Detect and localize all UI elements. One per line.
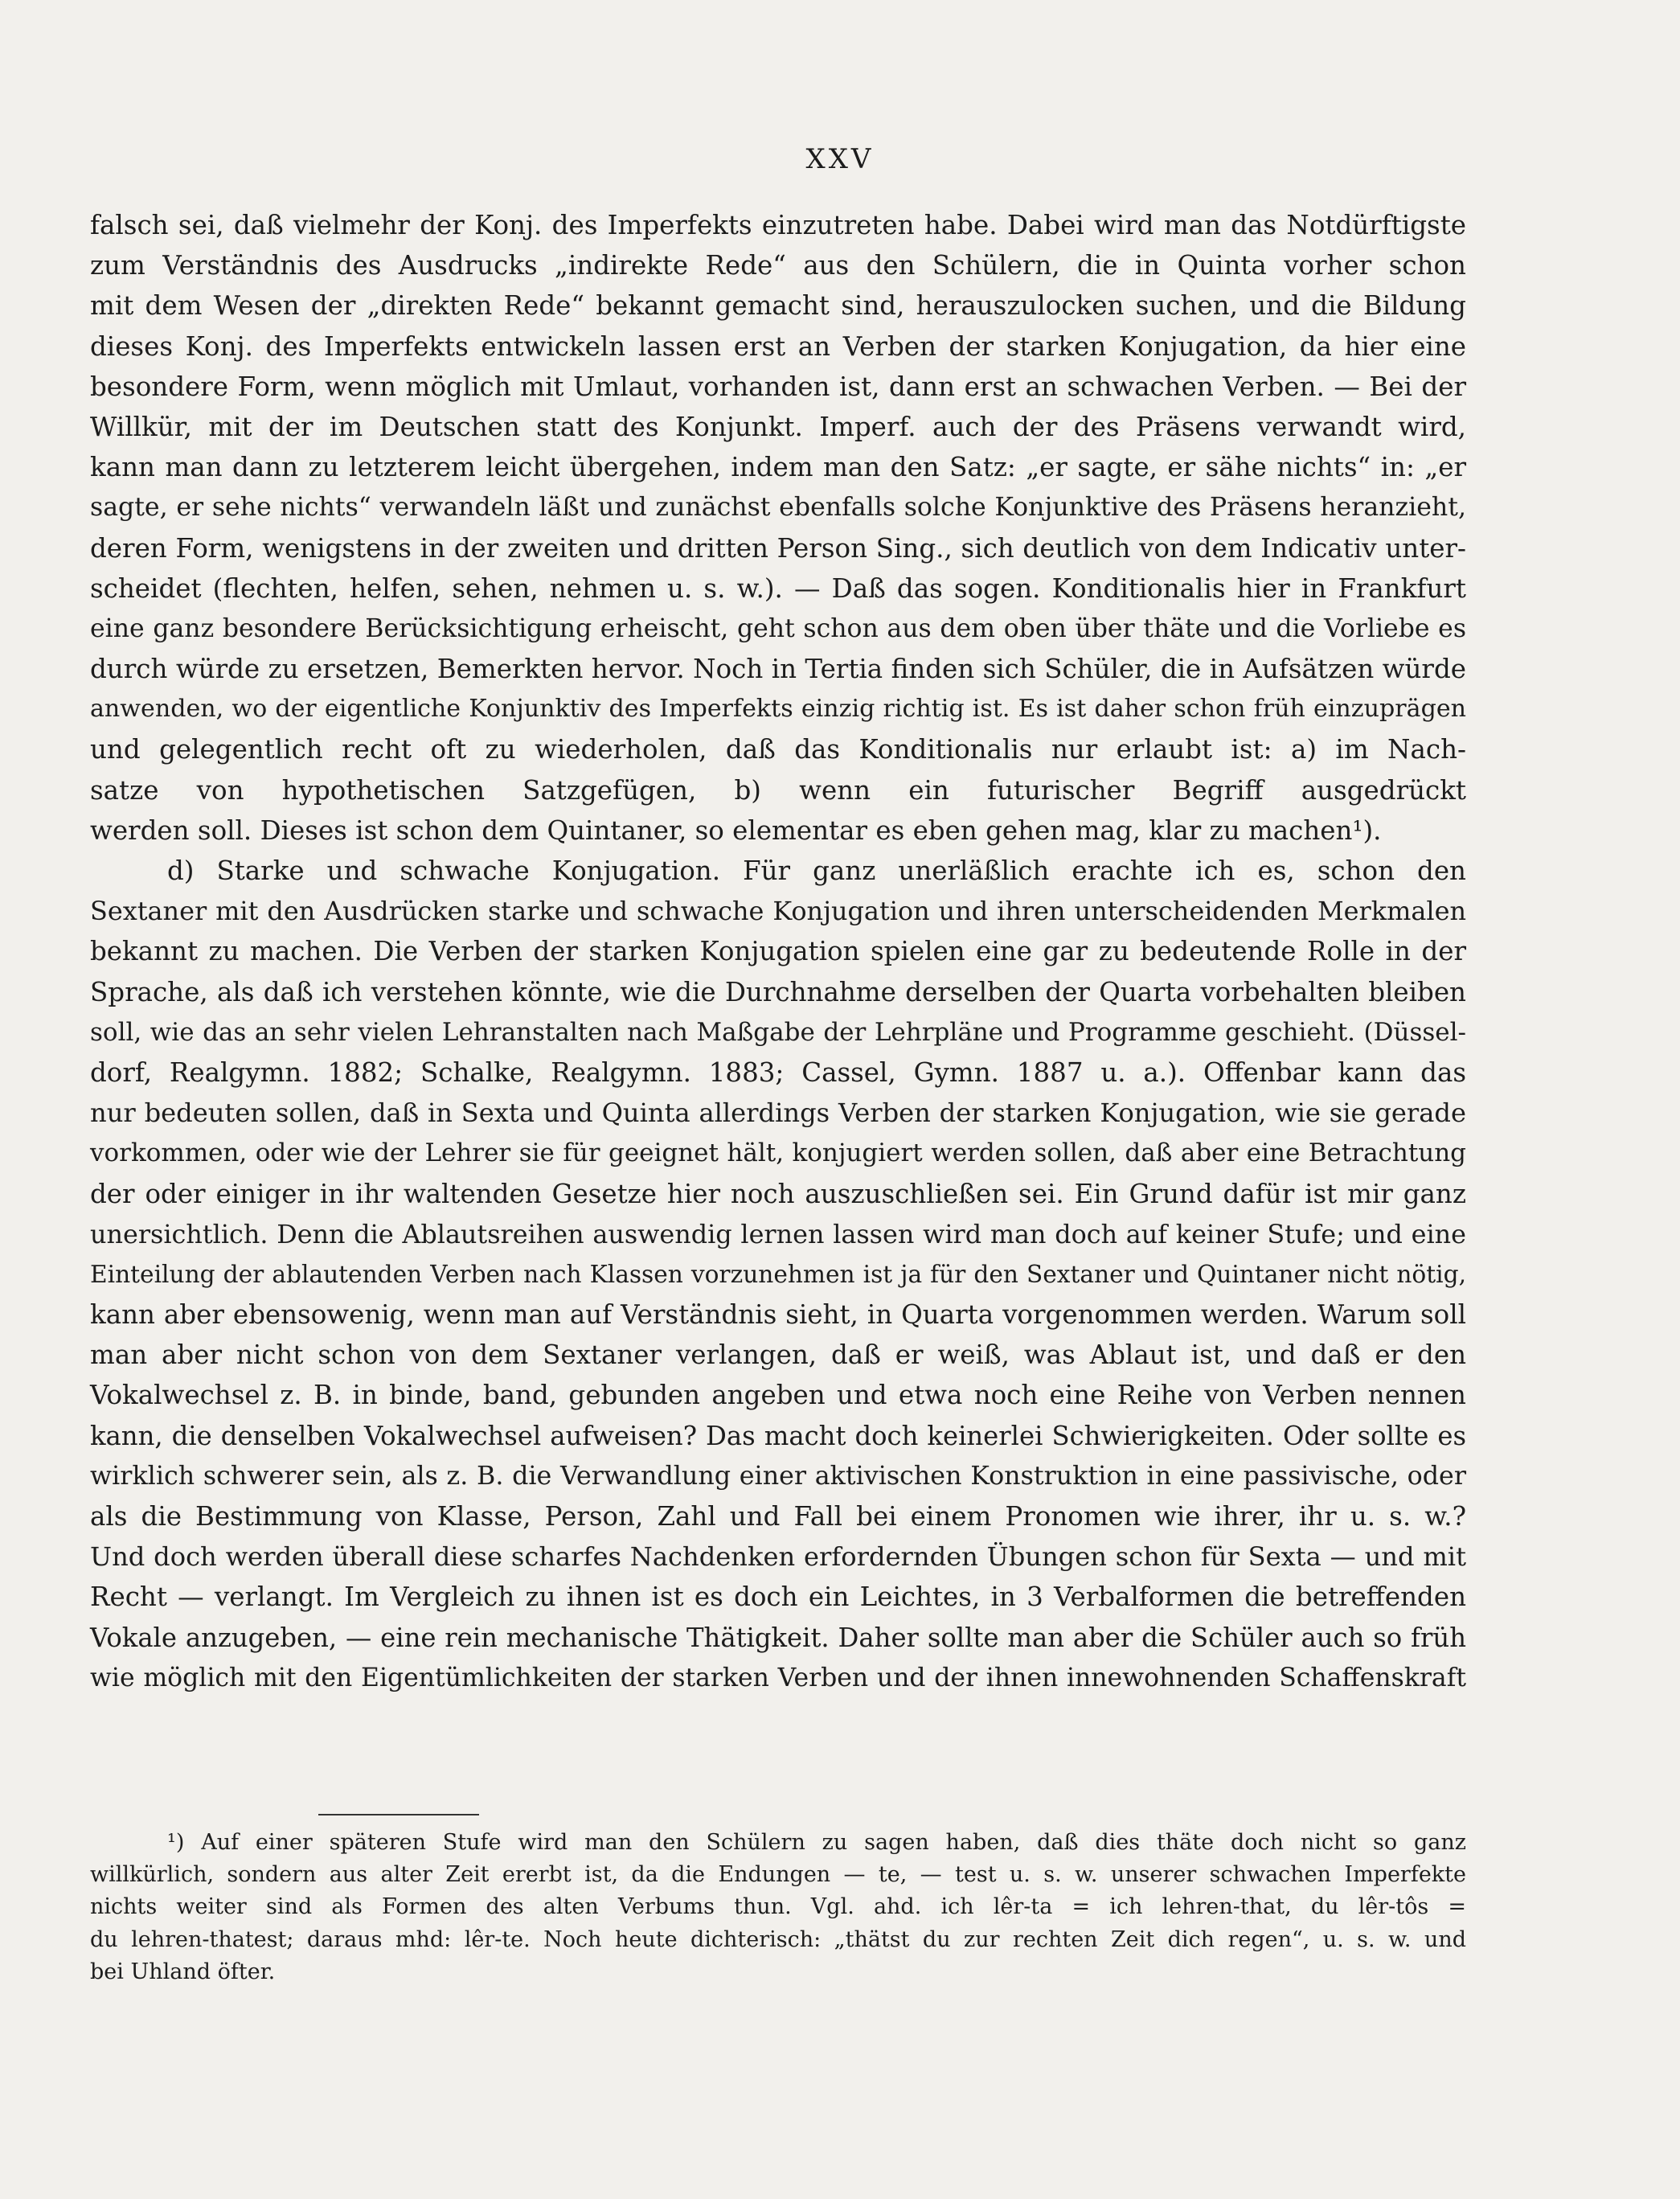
text-line: bekannt zu machen. Die Verben der starken Konjugation spielen eine gar zu bedeutende Rolle in der	[90, 936, 1466, 967]
text-line: zum Verständnis des Ausdrucks „indirekte Rede“ aus den Schülern, die in Quinta vorher schon	[90, 250, 1466, 281]
text-line: kann, die denselben Vokalwechsel aufweisen? Das macht doch keinerlei Schwierigkeiten. Oder sollte es	[90, 1420, 1466, 1451]
footnote-line: du lehren-thatest; daraus mhd: lêr-te. Noch heute dichterisch: „thätst du zur rechten Zeit dich regen“, u. s. w. und	[90, 1926, 1466, 1952]
text-line: unersichtlich. Denn die Ablautsreihen auswendig lernen lassen wird man doch auf keiner Stufe; und eine	[90, 1218, 1466, 1249]
text-line: kann man dann zu letzterem leicht übergehen, indem man den Satz: „er sagte, er sähe nichts“ in: „er	[90, 452, 1466, 483]
text-line: besondere Form, wenn möglich mit Umlaut, vorhanden ist, dann erst an schwachen Verben. — Bei der	[90, 371, 1466, 402]
text-line: dieses Konj. des Imperfekts entwickeln lassen erst an Verben der starken Konjugation, da hier eine	[90, 330, 1466, 362]
footnote-line: nichts weiter sind als Formen des alten Verbums thun. Vgl. ahd. ich lêr-ta = ich lehren-that, du lêr-tôs =	[90, 1894, 1466, 1920]
text-line: Willkür, mit der im Deutschen statt des Konjunkt. Imperf. auch der des Präsens verwandt wird,	[90, 411, 1466, 442]
text-line: scheidet (flechten, helfen, sehen, nehmen u. s. w.). — Daß das sogen. Konditionalis hier in Frankfurt	[90, 572, 1466, 604]
text-line: Einteilung der ablautenden Verben nach Klassen vorzunehmen ist ja für den Sextaner und Quintaner nicht nötig,	[90, 1260, 1466, 1288]
body-text	[90, 205, 1466, 1698]
footnote-line: willkürlich, sondern aus alter Zeit ererbt ist, da die Endungen — te, — test u. s. w. unserer schwachen Imperfekte	[90, 1862, 1466, 1888]
text-line: Und doch werden überall diese scharfes Nachdenken erfordernden Übungen schon für Sexta — und mit	[90, 1541, 1466, 1573]
text-line: eine ganz besondere Berücksichtigung erheischt, geht schon aus dem oben über thäte und die Vorliebe es	[90, 613, 1466, 643]
text-line: werden soll. Dieses ist schon dem Quintaner, so elementar es eben gehen mag, klar zu machen¹).	[90, 814, 1382, 846]
text-line: dorf, Realgymn. 1882; Schalke, Realgymn. 1883; Cassel, Gymn. 1887 u. a.). Offenbar kann das	[90, 1056, 1466, 1088]
text-line: kann aber ebensowenig, wenn man auf Verständnis sieht, in Quarta vorgenommen werden. Warum soll	[90, 1299, 1466, 1331]
text-line: wirklich schwerer sein, als z. B. die Verwandlung einer aktivischen Konstruktion in eine passivische, oder	[90, 1461, 1466, 1491]
text-line: soll, wie das an sehr vielen Lehranstalten nach Maßgabe der Lehrpläne und Programme geschieht. (Düssel-	[90, 1017, 1466, 1047]
footnote-divider	[318, 1814, 479, 1815]
text-line: falsch sei, daß vielmehr der Konj. des Imperfekts einzutreten habe. Dabei wird man das Notdürftigste	[90, 210, 1466, 240]
text-line: nur bedeuten sollen, daß in Sexta und Quinta allerdings Verben der starken Konjugation, wie sie gerade	[90, 1097, 1466, 1129]
footnotes	[90, 1827, 1466, 1988]
text-line: als die Bestimmung von Klasse, Person, Zahl und Fall bei einem Pronomen wie ihrer, ihr u. s. w.?	[90, 1501, 1466, 1532]
text-line: sagte, er sehe nichts“ verwandeln läßt und zunächst ebenfalls solche Konjunktive des Präsens heranzieht,	[90, 493, 1466, 523]
text-line: deren Form, wenigstens in der zweiten und dritten Person Sing., sich deutlich von dem Indicativ unter-	[90, 532, 1466, 564]
text-line: mit dem Wesen der „direkten Rede“ bekannt gemacht sind, herauszulocken suchen, und die Bildung	[90, 290, 1466, 322]
text-line: der oder einiger in ihr waltenden Gesetze hier noch auszuschließen sei. Ein Grund dafür ist mir ganz	[90, 1178, 1466, 1209]
text-line: durch würde zu ersetzen, Bemerkten hervor. Noch in Tertia finden sich Schüler, die in Aufsätzen würde	[90, 654, 1466, 685]
text-line: und gelegentlich recht oft zu wiederholen, daß das Konditionalis nur erlaubt ist: a) im Nach-	[90, 734, 1466, 765]
text-line: Sextaner mit den Ausdrücken starke und schwache Konjugation und ihren unterscheidenden Merkmalen	[90, 896, 1466, 927]
footnote-line: ¹) Auf einer späteren Stufe wird man den Schülern zu sagen haben, daß dies thäte doch nicht so ganz	[167, 1830, 1466, 1855]
text-line: anwenden, wo der eigentliche Konjunktiv des Imperfekts einzig richtig ist. Es ist daher schon früh einzuprägen	[90, 695, 1466, 724]
footnote-line: bei Uhland öfter.	[90, 1959, 276, 1984]
text-line: satze von hypothetischen Satzgefügen, b) wenn ein futurischer Begriff ausgedrückt	[90, 774, 1466, 806]
text-line: wie möglich mit den Eigentümlichkeiten der starken Verben und der ihnen innewohnenden Schaffenskraft	[90, 1663, 1466, 1692]
section-heading-line: d) Starke und schwache Konjugation. Für ganz unerläßlich erachte ich es, schon den	[167, 855, 1466, 886]
text-line: Recht — verlangt. Im Vergleich zu ihnen ist es doch ein Leichtes, in 3 Verbalformen die betreffenden	[90, 1582, 1466, 1613]
page-number: XXV	[805, 143, 875, 175]
text-line: Sprache, als daß ich verstehen könnte, wie die Durchnahme derselben der Quarta vorbehalten bleiben	[90, 976, 1466, 1007]
text-line: Vokale anzugeben, — eine rein mechanische Thätigkeit. Daher sollte man aber die Schüler auch so früh	[90, 1622, 1466, 1653]
text-line: man aber nicht schon von dem Sextaner verlangen, daß er weiß, was Ablaut ist, und daß er den	[90, 1340, 1466, 1371]
text-line: Vokalwechsel z. B. in binde, band, gebunden angeben und etwa noch eine Reihe von Verben nennen	[90, 1380, 1466, 1411]
text-line: vorkommen, oder wie der Lehrer sie für geeignet hält, konjugiert werden sollen, daß aber eine Betrachtung	[90, 1138, 1466, 1168]
